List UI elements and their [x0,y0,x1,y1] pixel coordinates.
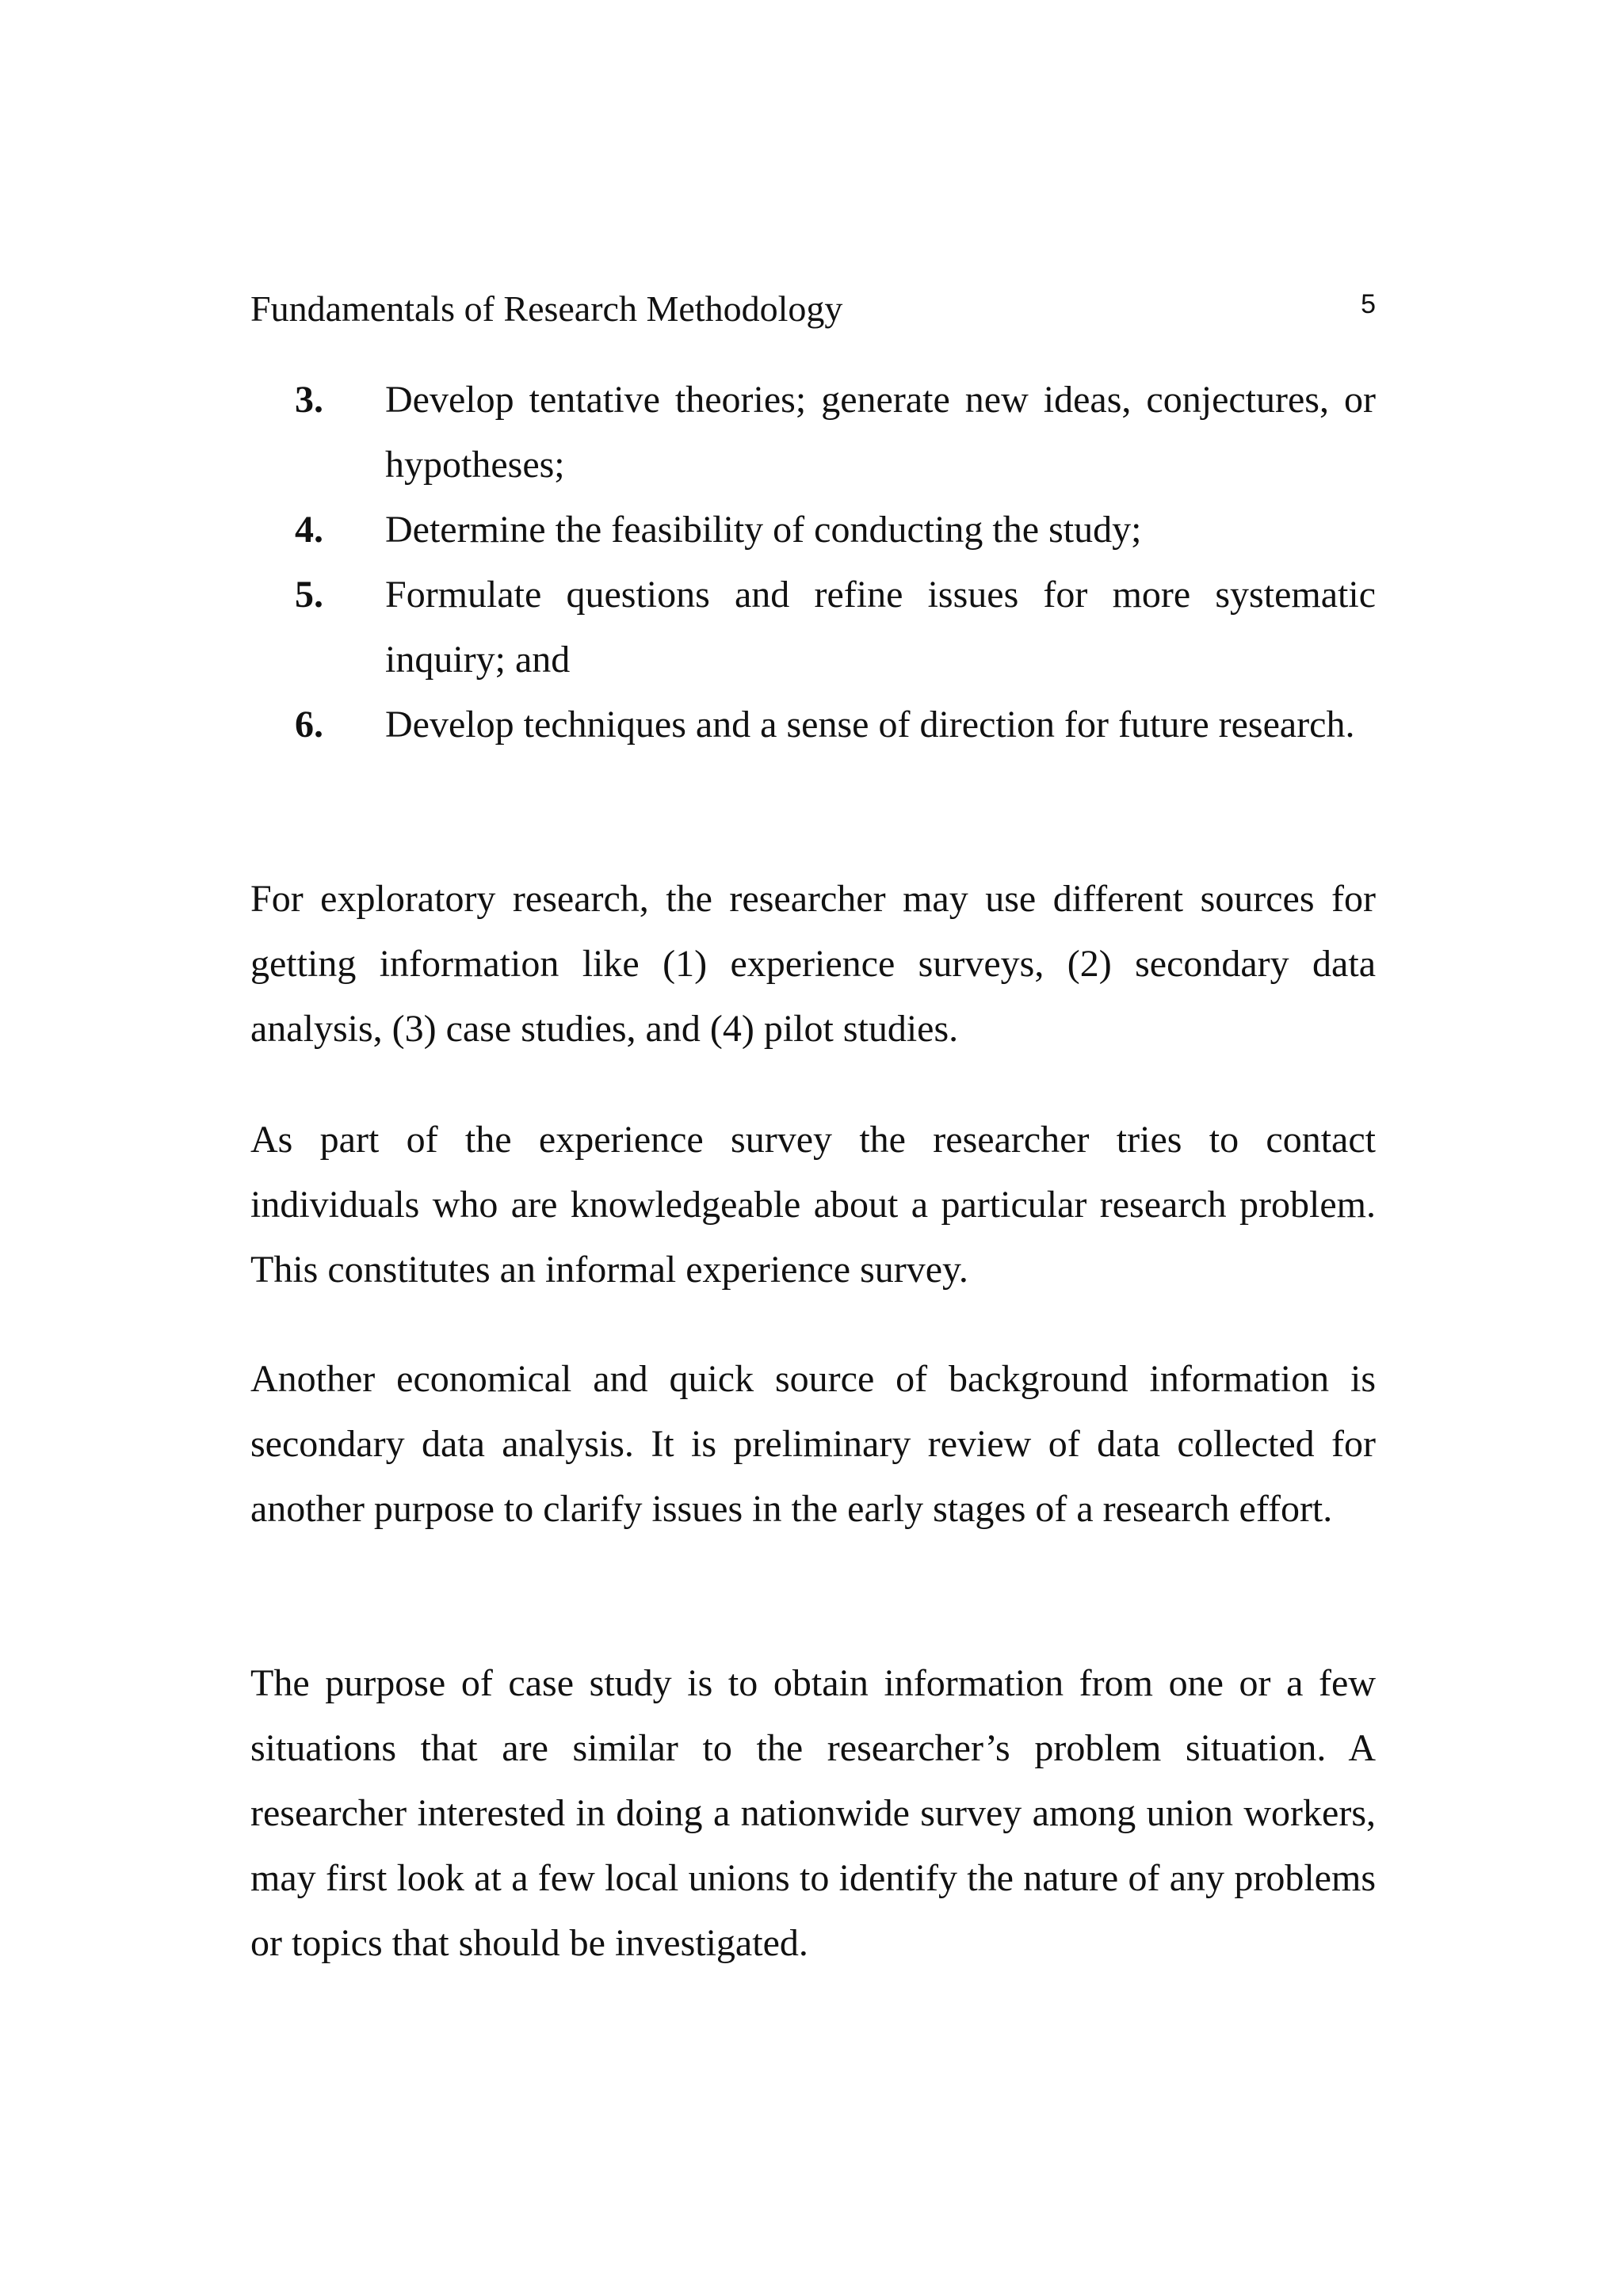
list-item [250,563,1376,692]
paragraph-secondary-data: Another economical and quick source of background information is secondary data analysis. It is preliminary review of data collected for another purpose to clarify issues in the early stages of a research effort. [250,1358,1376,1530]
list-item-number: 5. [295,574,323,616]
paragraph-experience-survey: As part of the experience survey the researcher tries to contact individuals who are knowledgeable about a particular research problem. This constitutes an informal experience survey. [250,1119,1376,1291]
running-title: Fundamentals of Research Methodology [250,288,843,329]
numbered-list [250,368,1376,757]
list-item-text: Formulate questions and refine issues for more systematic inquiry; and [385,574,1376,681]
list-item-number: 3. [295,379,323,421]
list-item [250,368,1376,498]
list-item [250,692,1376,757]
list-item-text: Develop tentative theories; generate new ideas, conjectures, or hypotheses; [385,379,1376,486]
list-item-number: 4. [295,509,323,551]
list-item-text: Develop techniques and a sense of direction for future research. [385,704,1355,746]
list-item-number: 6. [295,704,323,746]
paragraph-exploratory-sources: For exploratory research, the researcher may use different sources for getting information like (1) experience surveys, (2) secondary data analysis, (3) case studies, and (4) pilot studies. [250,878,1376,1050]
list-item [250,498,1376,563]
page-number: 5 [1361,289,1376,319]
list-item-text: Determine the feasibility of conducting the study; [385,509,1142,551]
paragraph-case-study: The purpose of case study is to obtain information from one or a few situations that are similar to the researcher’s problem situation. A researcher interested in doing a nationwide survey among union workers, may first look at a few local unions to identify the nature of any problems or topics that should be investigated. [250,1662,1376,1964]
page-header [250,285,1376,333]
